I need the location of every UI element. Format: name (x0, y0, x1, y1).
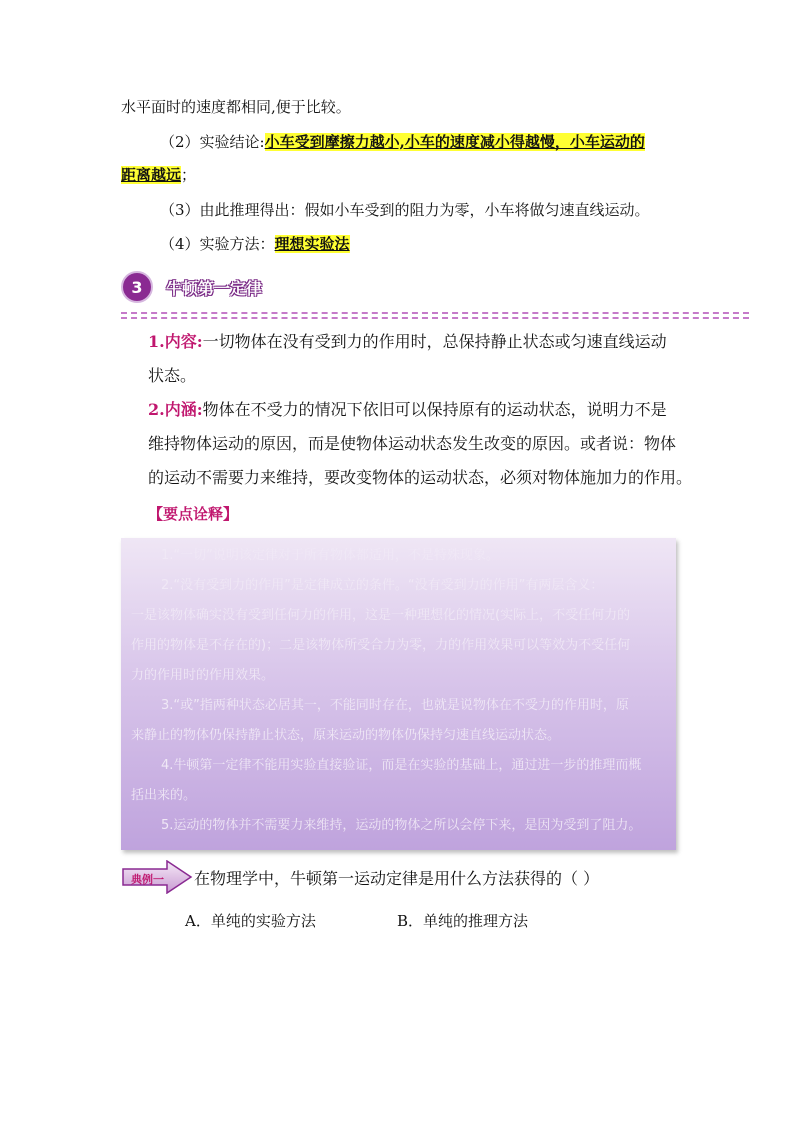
connotation-line-3: 的运动不需要力来维持，要改变物体的运动状态，必须对物体施加力的作用。 (148, 468, 693, 487)
conclusion-highlight-end: 距离越远 (121, 166, 182, 184)
section-title: 牛顿第一定律 (166, 279, 263, 298)
content-label: 1.内容: (148, 332, 203, 351)
paragraph-line-5 (160, 233, 350, 255)
conclusion-label: （2）实验结论: (160, 133, 265, 151)
option-b: B．单纯的推理方法 (397, 912, 529, 930)
option-a: A．单纯的实验方法 (185, 912, 316, 930)
note-line: 3.“或”指两种状态必居其一，不能同时存在，也就是说物体在不受力的作用时，原 (161, 698, 629, 713)
paragraph-line-4: （3）由此推理得出：假如小车受到的阻力为零，小车将做匀速直线运动。 (160, 201, 650, 219)
note-line: 力的作用时的作用效果。 (131, 668, 275, 683)
key-points-box (121, 538, 676, 850)
section-divider-top (121, 312, 749, 314)
note-line: 括出来的。 (131, 788, 197, 803)
content-line-2: 状态。 (148, 366, 197, 385)
note-line: 作用的物体是不存在的)；二是该物体所受合力为零，力的作用效果可以等效为不受任何 (131, 638, 631, 653)
example-tag-arrow (121, 860, 193, 898)
note-line: 4.牛顿第一定律不能用实验直接验证，而是在实验的基础上，通过进一步的推理而概 (161, 758, 642, 773)
note-line: 来静止的物体仍保持静止状态，原来运动的物体仍保持匀速直线运动状态。 (131, 728, 561, 743)
connotation-label: 2.内涵: (148, 400, 203, 419)
connotation-line-1 (148, 399, 667, 421)
example-question: 在物理学中，牛顿第一运动定律是用什么方法获得的（ ） (194, 869, 600, 888)
note-line: 5.运动的物体并不需要力来维持，运动的物体之所以会停下来，是因为受到了阻力。 (161, 818, 642, 833)
section-number-badge: 3 (121, 271, 153, 303)
method-label: （4）实验方法： (160, 235, 275, 253)
paragraph-line-3 (121, 164, 196, 186)
connotation-line-2: 维持物体运动的原因，而是使物体运动状态发生改变的原因。或者说：物体 (148, 434, 677, 453)
method-highlight: 理想实验法 (274, 235, 350, 253)
paragraph-line-1: 水平面时的速度都相同,便于比较。 (121, 98, 351, 116)
connotation-text: 物体在不受力的情况下依旧可以保持原有的运动状态，说明力不是 (202, 400, 667, 419)
conclusion-highlight: 小车受到摩擦力越小,小车的速度减小得越慢，小车运动的 (264, 133, 645, 151)
content-text: 一切物体在没有受到力的作用时，总保持静止状态或匀速直线运动 (202, 332, 667, 351)
content-line-1 (148, 331, 667, 353)
conclusion-suffix: ； (181, 166, 197, 184)
example-tag-label: 典例一 (131, 873, 164, 886)
key-points-title: 【要点诠释】 (148, 505, 239, 523)
paragraph-line-2 (160, 131, 645, 153)
note-line: 1.“一切”说明该定律对于所有物体都适用，不是特殊现象。 (161, 548, 499, 563)
note-line: 2.“没有受到力的作用”是定律成立的条件。“没有受到力的作用”有两层含义： (161, 578, 604, 593)
section-divider-bottom (121, 317, 749, 319)
note-line: 一是该物体确实没有受到任何力的作用，这是一种理想化的情况(实际上，不受任何力的 (131, 608, 631, 623)
